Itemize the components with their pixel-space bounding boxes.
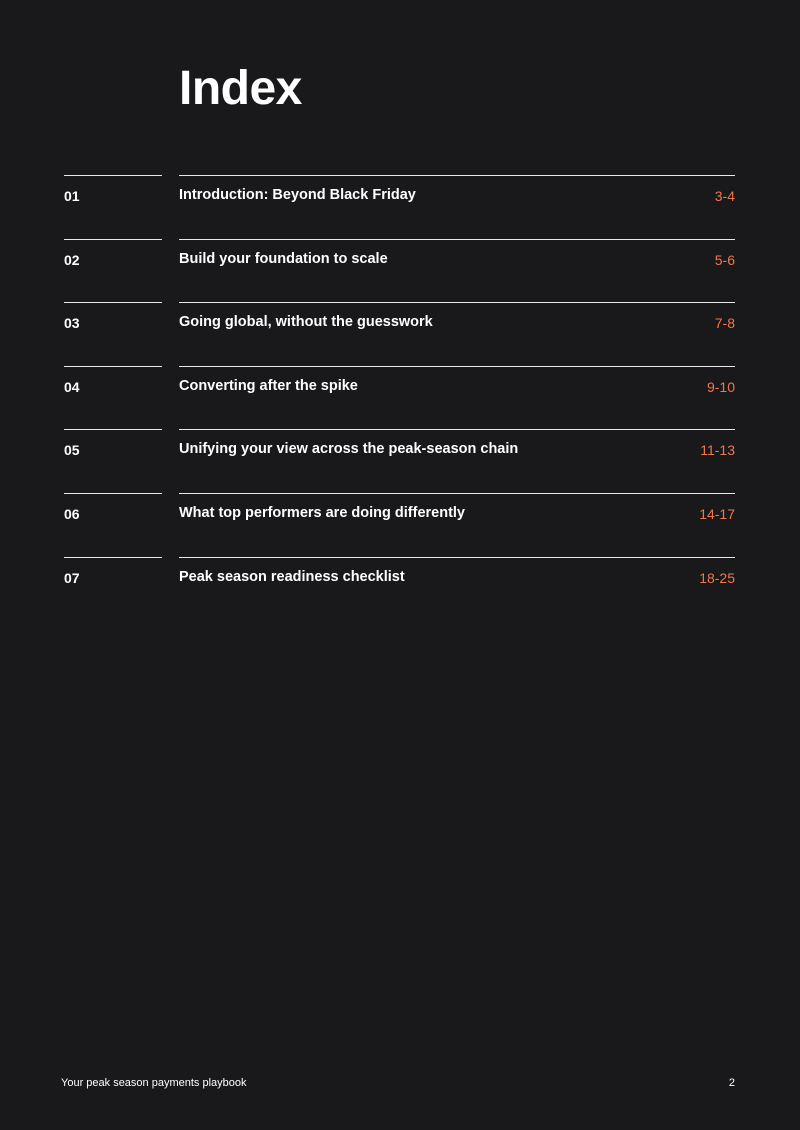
divider	[179, 493, 735, 494]
toc-entry-number: 02	[64, 251, 80, 268]
toc-entry-pages[interactable]: 18-25	[699, 569, 735, 586]
divider	[179, 302, 735, 303]
toc-entry-05[interactable]	[0, 429, 800, 493]
divider	[179, 557, 735, 558]
toc-entry-02[interactable]	[0, 239, 800, 303]
divider	[179, 175, 735, 176]
divider	[64, 239, 162, 240]
toc-entry-03[interactable]	[0, 302, 800, 366]
toc-entry-number: 03	[64, 315, 80, 332]
toc-entry-pages[interactable]: 14-17	[699, 505, 735, 522]
toc-entry-01[interactable]	[0, 175, 800, 239]
toc-entry-pages[interactable]: 9-10	[706, 378, 735, 395]
divider	[64, 429, 162, 430]
divider	[179, 366, 735, 367]
toc-entry-04[interactable]	[0, 366, 800, 430]
footer-page-number: 2	[728, 1077, 735, 1089]
divider	[179, 239, 735, 240]
toc-entry-06[interactable]	[0, 493, 800, 557]
toc-entry-number: 05	[64, 442, 80, 459]
toc-entry-title[interactable]: Introduction: Beyond Black Friday	[179, 187, 416, 203]
divider	[179, 429, 735, 430]
toc-entry-title[interactable]: What top performers are doing differently	[179, 504, 465, 521]
divider	[64, 557, 162, 558]
toc-entry-number: 06	[64, 505, 80, 522]
footer-document-title: Your peak season payments playbook	[61, 1077, 247, 1089]
divider	[64, 493, 162, 494]
table-of-contents	[0, 175, 800, 620]
toc-entry-number: 04	[64, 378, 80, 395]
toc-entry-title[interactable]: Converting after the spike	[179, 377, 358, 394]
toc-entry-pages[interactable]: 3-4	[714, 188, 735, 204]
page-title: Index	[179, 62, 302, 115]
toc-entry-07[interactable]	[0, 557, 800, 621]
toc-entry-number: 01	[64, 188, 80, 204]
toc-entry-title[interactable]: Going global, without the guesswork	[179, 314, 433, 331]
divider	[64, 302, 162, 303]
divider	[64, 366, 162, 367]
toc-entry-pages[interactable]: 5-6	[714, 251, 735, 268]
toc-entry-number: 07	[64, 569, 80, 586]
toc-entry-title[interactable]: Peak season readiness checklist	[179, 568, 405, 585]
toc-entry-pages[interactable]: 11-13	[700, 442, 735, 459]
toc-entry-pages[interactable]: 7-8	[714, 315, 735, 332]
divider	[64, 175, 162, 176]
toc-entry-title[interactable]: Build your foundation to scale	[179, 250, 388, 267]
toc-entry-title[interactable]: Unifying your view across the peak-season chain	[179, 441, 519, 458]
